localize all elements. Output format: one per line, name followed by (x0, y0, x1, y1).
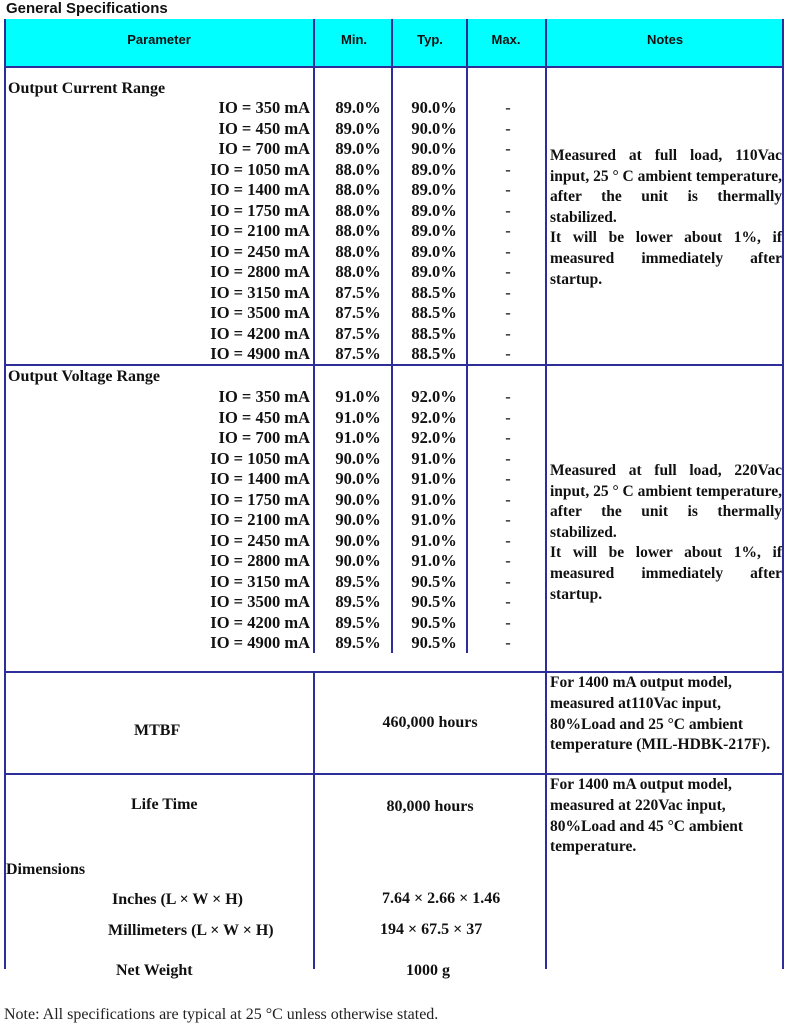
max-value: - (505, 571, 511, 591)
io-label: IO = 1750 mA (210, 200, 310, 220)
max-value: - (505, 530, 511, 550)
footer-note: Note: All specifications are typical at 25 °C unless otherwise stated. (4, 1006, 439, 1023)
header-min: Min. (341, 31, 367, 47)
min-value: 89.5% (335, 571, 381, 591)
io-label: IO = 2800 mA (210, 262, 310, 281)
io-label: IO = 3150 mA (210, 282, 310, 302)
min-value: 88.0% (335, 180, 381, 199)
mtbf-value: 460,000 hours (382, 714, 478, 731)
io-label: IO = 350 mA (218, 387, 310, 406)
min-value: 91.0% (335, 407, 381, 427)
typ-value: 90.5% (411, 633, 457, 652)
max-value: - (505, 387, 511, 406)
max-value: - (505, 180, 511, 199)
typ-value: 92.0% (411, 407, 457, 427)
min-value: 90.0% (335, 448, 381, 468)
min-value: 91.0% (335, 428, 381, 447)
io-label: IO = 2450 mA (210, 241, 310, 261)
inches-value: 7.64 × 2.66 × 1.46 (382, 890, 501, 907)
typ-value: 90.5% (411, 612, 457, 632)
typ-value: 88.5% (411, 303, 457, 322)
table-row (4, 633, 784, 654)
typ-value: 91.0% (411, 551, 457, 570)
min-value: 90.0% (335, 530, 381, 550)
max-value: - (505, 489, 511, 509)
max-value: - (505, 200, 511, 220)
typ-value: 92.0% (411, 428, 457, 447)
max-value: - (505, 510, 511, 529)
min-value: 87.5% (335, 282, 381, 302)
typ-value: 91.0% (411, 510, 457, 529)
io-label: IO = 3500 mA (210, 303, 310, 322)
typ-value: 91.0% (411, 469, 457, 488)
inches-label: Inches (L × W × H) (112, 891, 243, 908)
min-value: 88.0% (335, 159, 381, 179)
io-label: IO = 4200 mA (210, 323, 310, 343)
table-row (4, 408, 784, 429)
max-value: - (505, 407, 511, 427)
typ-value: 88.5% (411, 282, 457, 302)
io-label: IO = 1050 mA (210, 159, 310, 179)
min-value: 91.0% (335, 387, 381, 406)
io-label: IO = 2800 mA (210, 551, 310, 570)
table-row (4, 344, 784, 365)
max-value: - (505, 551, 511, 570)
output-current-label: Output Current Range (8, 80, 166, 97)
max-value: - (505, 303, 511, 322)
max-value: - (505, 118, 511, 138)
io-label: IO = 350 mA (218, 98, 310, 117)
min-value: 89.0% (335, 118, 381, 138)
min-value: 89.0% (335, 139, 381, 158)
dimensions-label: Dimensions (6, 861, 86, 878)
typ-value: 91.0% (411, 530, 457, 550)
io-label: IO = 3500 mA (210, 592, 310, 611)
min-value: 90.0% (335, 489, 381, 509)
header-parameter: Parameter (127, 31, 191, 47)
io-label: IO = 1400 mA (210, 469, 310, 488)
min-value: 88.0% (335, 241, 381, 261)
typ-value: 90.0% (411, 139, 457, 158)
max-value: - (505, 592, 511, 611)
io-label: IO = 700 mA (218, 428, 310, 447)
header-max: Max. (491, 31, 521, 47)
min-value: 88.0% (335, 200, 381, 220)
millimeters-value: 194 × 67.5 × 37 (380, 921, 483, 938)
io-label: IO = 2100 mA (210, 510, 310, 529)
max-value: - (505, 633, 511, 652)
lifetime-value: 80,000 hours (386, 798, 474, 815)
min-value: 87.5% (335, 323, 381, 343)
max-value: - (505, 469, 511, 488)
io-label: IO = 4900 mA (210, 344, 310, 363)
min-value: 89.0% (335, 98, 381, 117)
io-label: IO = 1400 mA (210, 180, 310, 199)
max-value: - (505, 262, 511, 281)
typ-value: 91.0% (411, 489, 457, 509)
table-row (4, 119, 784, 140)
max-value: - (505, 139, 511, 158)
typ-value: 90.0% (411, 118, 457, 138)
io-label: IO = 3150 mA (210, 571, 310, 591)
typ-value: 89.0% (411, 221, 457, 240)
note-line: It will be lower about 1%, if measured immediately after startup. (550, 544, 782, 603)
output-voltage-notes (550, 461, 782, 605)
net-weight-label: Net Weight (116, 962, 193, 979)
typ-value: 89.0% (411, 180, 457, 199)
header-typ: Typ. (417, 31, 443, 47)
note-line: It will be lower about 1%, if measured immediately after startup. (550, 229, 782, 288)
io-label: IO = 4200 mA (210, 612, 310, 632)
min-value: 87.5% (335, 303, 381, 322)
typ-value: 91.0% (411, 448, 457, 468)
lifetime-note: For 1400 mA output model, measured at 220Vac input, 80%Load and 45 °C ambient temperature. (550, 776, 744, 856)
note-line: Measured at full load, 220Vac input, 25 ° C ambient temperature, after the unit is thermally stabilized. (550, 462, 782, 541)
table-row (4, 387, 784, 408)
io-label: IO = 1750 mA (210, 489, 310, 509)
max-value: - (505, 428, 511, 447)
max-value: - (505, 344, 511, 363)
min-value: 90.0% (335, 469, 381, 488)
max-value: - (505, 323, 511, 343)
millimeters-label: Millimeters (L × W × H) (108, 922, 274, 939)
io-label: IO = 450 mA (218, 407, 310, 427)
min-value: 90.0% (335, 510, 381, 529)
min-value: 88.0% (335, 262, 381, 281)
max-value: - (505, 159, 511, 179)
typ-value: 89.0% (411, 159, 457, 179)
min-value: 87.5% (335, 344, 381, 363)
min-value: 89.5% (335, 633, 381, 652)
io-label: IO = 450 mA (218, 118, 310, 138)
typ-value: 89.0% (411, 200, 457, 220)
table-row (4, 303, 784, 324)
min-value: 89.5% (335, 592, 381, 611)
lifetime-label: Life Time (131, 796, 198, 813)
output-voltage-label: Output Voltage Range (8, 368, 161, 385)
typ-value: 90.5% (411, 592, 457, 611)
min-value: 90.0% (335, 551, 381, 570)
table-row (4, 324, 784, 345)
typ-value: 88.5% (411, 344, 457, 363)
typ-value: 92.0% (411, 387, 457, 406)
net-weight-value: 1000 g (406, 962, 450, 979)
max-value: - (505, 612, 511, 632)
max-value: - (505, 98, 511, 117)
max-value: - (505, 448, 511, 468)
table-row (4, 428, 784, 449)
typ-value: 89.0% (411, 262, 457, 281)
table-row (4, 98, 784, 119)
output-current-notes (550, 146, 782, 290)
typ-value: 90.0% (411, 98, 457, 117)
spec-table (4, 19, 784, 979)
typ-value: 88.5% (411, 323, 457, 343)
header-divider (4, 66, 784, 68)
page-title: General Specifications (6, 0, 168, 17)
io-label: IO = 700 mA (218, 139, 310, 158)
io-label: IO = 1050 mA (210, 448, 310, 468)
io-label: IO = 2450 mA (210, 530, 310, 550)
min-value: 88.0% (335, 221, 381, 240)
typ-value: 89.0% (411, 241, 457, 261)
min-value: 89.5% (335, 612, 381, 632)
note-line: Measured at full load, 110Vac input, 25 ° C ambient temperature, after the unit is thermally stabilized. (550, 147, 782, 226)
header-notes: Notes (646, 31, 684, 47)
mtbf-note: For 1400 mA output model, measured at110Vac input, 80%Load and 25 °C ambient temperature (MIL-HDBK-217F). (550, 674, 771, 754)
io-label: IO = 2100 mA (210, 221, 310, 240)
io-label: IO = 4900 mA (210, 633, 310, 652)
max-value: - (505, 221, 511, 240)
table-row (4, 613, 784, 634)
typ-value: 90.5% (411, 571, 457, 591)
max-value: - (505, 241, 511, 261)
mtbf-label: MTBF (134, 722, 181, 739)
max-value: - (505, 282, 511, 302)
